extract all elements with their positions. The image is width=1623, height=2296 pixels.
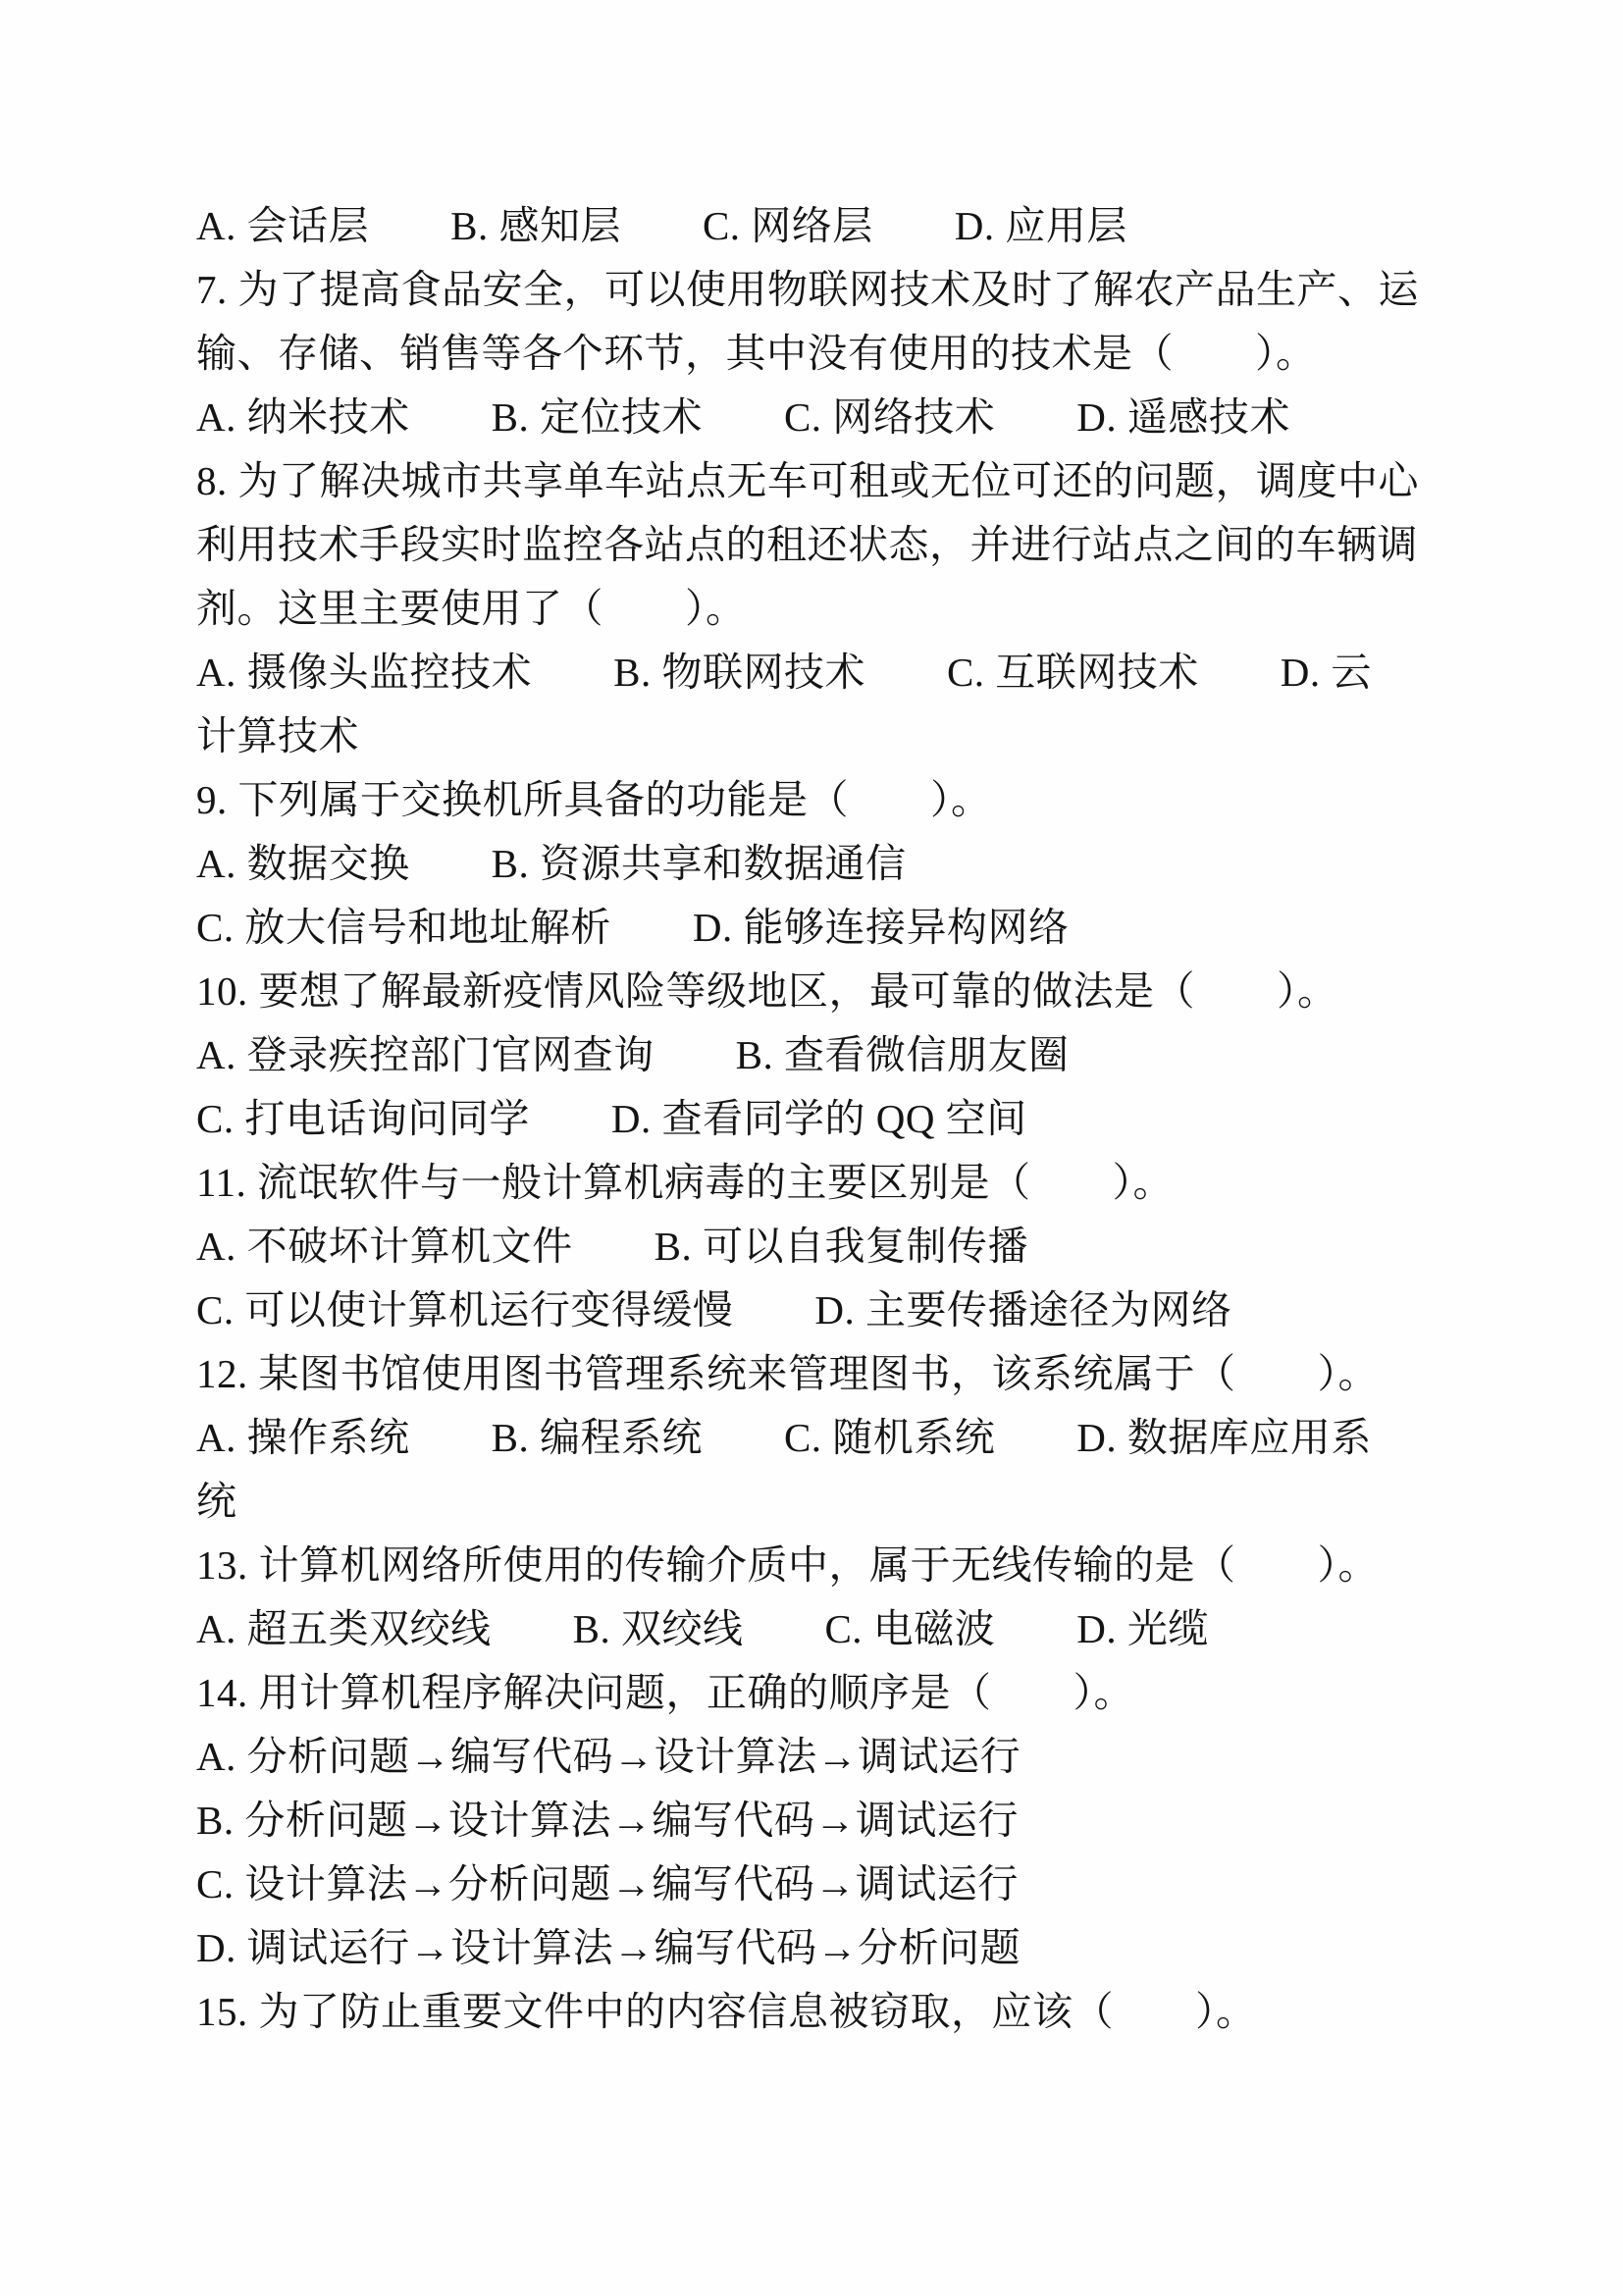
document-line: 11. 流氓软件与一般计算机病毒的主要区别是（ ）。 xyxy=(196,1160,1174,1205)
document-line: 计算技术 xyxy=(196,713,359,758)
document-line: 15. 为了防止重要文件中的内容信息被窃取，应该（ ）。 xyxy=(196,1989,1257,2034)
document-line: A. 超五类双绞线 B. 双绞线 C. 电磁波 D. 光缆 xyxy=(196,1606,1209,1651)
document-line: A. 数据交换 B. 资源共享和数据通信 xyxy=(196,841,907,886)
document-line: B. 分析问题→设计算法→编写代码→调试运行 xyxy=(196,1798,1019,1843)
document-line: D. 调试运行→设计算法→编写代码→分析问题 xyxy=(196,1925,1021,1970)
document-line: A. 登录疾控部门官网查询 B. 查看微信朋友圈 xyxy=(196,1032,1070,1077)
document-line: 统 xyxy=(196,1479,237,1524)
document-line: A. 操作系统 B. 编程系统 C. 随机系统 D. 数据库应用系 xyxy=(196,1415,1372,1460)
document-line: C. 放大信号和地址解析 D. 能够连接异构网络 xyxy=(196,905,1070,950)
document-line: A. 分析问题→编写代码→设计算法→调试运行 xyxy=(196,1734,1021,1779)
document-line: A. 摄像头监控技术 B. 物联网技术 C. 互联网技术 D. 云 xyxy=(196,650,1372,695)
document-line: 10. 要想了解最新疫情风险等级地区，最可靠的做法是（ ）。 xyxy=(196,968,1338,1014)
document-line: 14. 用计算机程序解决问题，正确的顺序是（ ）。 xyxy=(196,1670,1134,1715)
document-line: C. 打电话询问同学 D. 查看同学的 QQ 空间 xyxy=(196,1096,1027,1141)
document-line: 输、存储、销售等各个环节，其中没有使用的技术是（ ）。 xyxy=(196,331,1317,376)
document-line: 7. 为了提高食品安全，可以使用物联网技术及时了解农产品生产、运 xyxy=(196,267,1419,312)
document-line: 利用技术手段实时监控各站点的租还状态，并进行站点之间的车辆调 xyxy=(196,522,1418,567)
document-line: A. 会话层 B. 感知层 C. 网络层 D. 应用层 xyxy=(196,203,1127,248)
document-line: C. 可以使计算机运行变得缓慢 D. 主要传播途径为网络 xyxy=(196,1287,1232,1332)
document-line: 9. 下列属于交换机所具备的功能是（ ）。 xyxy=(196,777,992,822)
document-line: 剂。这里主要使用了（ ）。 xyxy=(196,586,747,631)
document-line: 8. 为了解决城市共享单车站点无车可租或无位可还的问题，调度中心 xyxy=(196,458,1419,503)
document-line: 12. 某图书馆使用图书管理系统来管理图书，该系统属于（ ）。 xyxy=(196,1351,1379,1396)
document-line: A. 纳米技术 B. 定位技术 C. 网络技术 D. 遥感技术 xyxy=(196,394,1290,440)
document-line: 13. 计算机网络所使用的传输介质中，属于无线传输的是（ ）。 xyxy=(196,1542,1379,1588)
document-line: A. 不破坏计算机文件 B. 可以自我复制传播 xyxy=(196,1224,1028,1269)
document-line: C. 设计算法→分析问题→编写代码→调试运行 xyxy=(196,1861,1019,1906)
exam-text-block xyxy=(196,194,1550,2044)
